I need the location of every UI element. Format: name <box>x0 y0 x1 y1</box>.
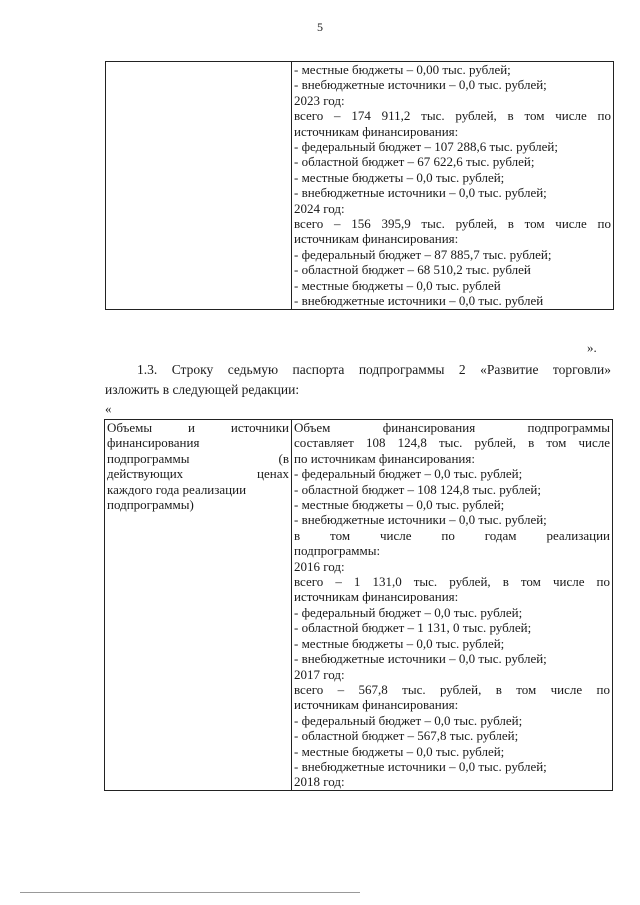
year-heading: 2024 год: <box>294 200 345 216</box>
funding-line: - внебюджетные источники – 0,0 тыс. рублей <box>294 293 544 309</box>
label-line: подпрограммы) <box>107 497 194 513</box>
funding-line: составляет 108 124,8 тыс. рублей, в том числе <box>294 435 610 451</box>
funding-line: Объем финансирования подпрограммы <box>294 420 610 435</box>
funding-line: всего – 1 131,0 тыс. рублей, в том числе по <box>294 574 610 590</box>
funding-line: источникам финансирования: <box>294 123 459 139</box>
funding-line: - областной бюджет – 1 131, 0 тыс. рублей; <box>294 620 532 636</box>
funding-line: - местные бюджеты – 0,0 тыс. рублей <box>294 277 501 293</box>
funding-line: - внебюджетные источники – 0,0 тыс. рублей; <box>294 77 547 93</box>
page-number: 5 <box>317 20 323 34</box>
funding-line: - областной бюджет – 68 510,2 тыс. рублей <box>294 262 531 278</box>
funding-line: - федеральный бюджет – 0,0 тыс. рублей; <box>294 604 523 620</box>
funding-line: - областной бюджет – 567,8 тыс. рублей; <box>294 728 519 744</box>
funding-line: всего – 174 911,2 тыс. рублей, в том числе по <box>294 108 611 124</box>
label-line: подпрограммы (в <box>107 450 289 466</box>
year-heading: 2023 год: <box>294 92 345 108</box>
funding-line: - местные бюджеты – 0,00 тыс. рублей; <box>294 62 511 77</box>
footer-divider <box>20 892 360 893</box>
year-heading: 2017 год: <box>294 666 345 682</box>
closing-quote: ». <box>587 340 597 355</box>
funding-line: - внебюджетные источники – 0,0 тыс. рублей; <box>294 651 547 667</box>
opening-quote: « <box>105 401 112 416</box>
funding-line: по источникам финансирования: <box>294 450 475 466</box>
table-row <box>105 420 613 791</box>
funding-line: - местные бюджеты – 0,0 тыс. рублей; <box>294 635 505 651</box>
funding-line: - внебюджетные источники – 0,0 тыс. рублей; <box>294 512 547 528</box>
funding-line: - федеральный бюджет – 0,0 тыс. рублей; <box>294 466 523 482</box>
funding-details-cell <box>292 62 614 310</box>
table-row <box>106 62 614 310</box>
funding-line: - федеральный бюджет – 107 288,6 тыс. рублей; <box>294 139 558 155</box>
funding-line: подпрограммы: <box>294 543 381 559</box>
funding-line: - областной бюджет – 67 622,6 тыс. рублей; <box>294 154 535 170</box>
year-heading: 2016 год: <box>294 558 345 574</box>
label-line: финансирования <box>107 435 200 451</box>
passport-table-continued <box>105 61 614 310</box>
funding-line: - областной бюджет – 108 124,8 тыс. рублей; <box>294 481 541 497</box>
passport-table <box>104 419 613 791</box>
funding-line: источникам финансирования: <box>294 231 459 247</box>
funding-line: всего – 567,8 тыс. рублей, в том числе по <box>294 681 610 697</box>
funding-line: - внебюджетные источники – 0,0 тыс. рублей; <box>294 185 547 201</box>
year-heading: 2018 год: <box>294 774 345 790</box>
funding-line: - местные бюджеты – 0,0 тыс. рублей; <box>294 497 505 513</box>
funding-line: - местные бюджеты – 0,0 тыс. рублей; <box>294 169 505 185</box>
paragraph-line: изложить в следующей редакции: <box>105 382 300 397</box>
row-label-cell <box>105 420 292 791</box>
funding-line: - федеральный бюджет – 87 885,7 тыс. рублей; <box>294 246 552 262</box>
label-line: Объемы и источники <box>107 420 289 435</box>
paragraph-line: 1.3. Строку седьмую паспорта подпрограммы 2 «Развитие торговли» <box>137 362 611 377</box>
funding-line: источникам финансирования: <box>294 697 459 713</box>
funding-line: в том числе по годам реализации <box>294 527 610 543</box>
funding-details-cell <box>292 420 613 791</box>
row-label-cell <box>106 62 292 310</box>
label-line: действующих ценах <box>107 466 289 482</box>
label-line: каждого года реализации <box>107 481 247 497</box>
funding-line: - федеральный бюджет – 0,0 тыс. рублей; <box>294 712 523 728</box>
funding-line: - внебюджетные источники – 0,0 тыс. рублей; <box>294 758 547 774</box>
funding-line: источникам финансирования: <box>294 589 459 605</box>
funding-line: всего – 156 395,9 тыс. рублей, в том числе по <box>294 216 611 232</box>
funding-line: - местные бюджеты – 0,0 тыс. рублей; <box>294 743 505 759</box>
amendment-paragraph <box>105 360 611 400</box>
